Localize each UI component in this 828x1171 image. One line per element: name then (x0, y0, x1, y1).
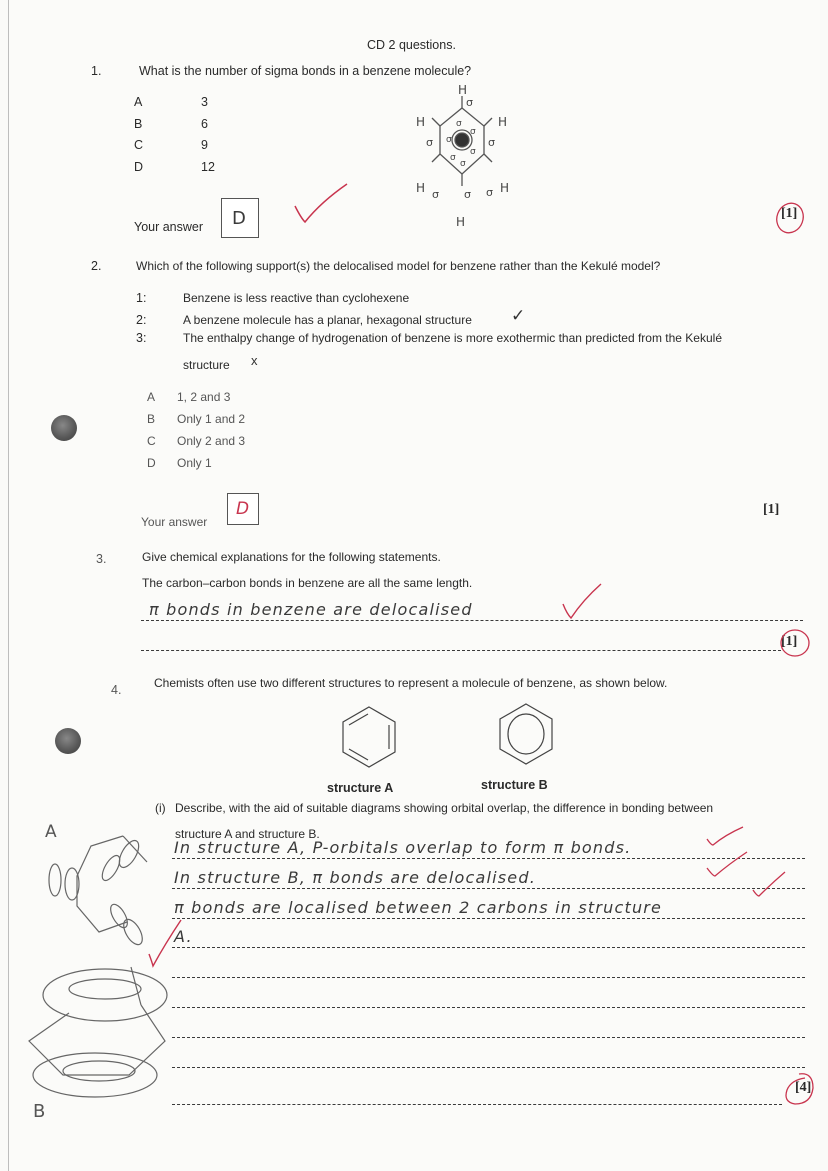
q3-text: Give chemical explanations for the following statements. (142, 550, 441, 564)
q1-option-value: 9 (201, 138, 208, 152)
svg-text:H: H (416, 181, 426, 195)
q2-option-value: Only 2 and 3 (177, 434, 246, 448)
q1-option-letter: C (134, 138, 144, 152)
svg-text:σ: σ (456, 119, 462, 129)
q4-number: 4. (111, 683, 122, 697)
tick-icon (291, 182, 351, 226)
q2-statement-text: A benzene molecule has a planar, hexagonal structure (183, 313, 472, 327)
q4-text: Chemists often use two different structures to represent a molecule of benzene, as shown below. (154, 676, 668, 690)
q4i-text-cont: structure A and structure B. (175, 827, 320, 841)
tick-icon (561, 582, 603, 622)
answer-line (172, 947, 805, 948)
svg-text:σ: σ (446, 135, 452, 145)
delocalised-ring-diagram-icon (23, 965, 173, 1105)
svg-text:σ: σ (470, 147, 476, 157)
answer-line[interactable] (172, 1037, 805, 1038)
q4i-marks: [4] (795, 1080, 812, 1095)
q1-option-letter: A (134, 95, 143, 109)
margin-label-a: A (45, 822, 57, 842)
q2-answer-label: Your answer (141, 515, 208, 529)
q2-answer-value: D (236, 499, 251, 519)
q2-text: Which of the following support(s) the delocalised model for benzene rather than the Kekulé model? (136, 259, 661, 273)
marks-circle-icon (777, 627, 813, 659)
answer-line (141, 620, 803, 621)
q1-option-value: 6 (201, 117, 208, 131)
q1-marks: [1] (781, 206, 798, 221)
tick-icon (751, 870, 787, 900)
svg-text:σ: σ (488, 136, 495, 149)
marks-circle-icon (779, 1068, 819, 1108)
q2-marks: [1] (763, 502, 780, 517)
answer-line (141, 650, 781, 651)
q2-statement-text: The enthalpy change of hydrogenation of benzene is more exothermic than predicted from the Kekulé (183, 331, 722, 345)
q3-answer-line-1[interactable]: π bonds in benzene are delocalised (149, 600, 473, 619)
q4i-answer-line-2[interactable]: In structure B, π bonds are delocalised. (174, 868, 536, 887)
p-orbital-overlap-diagram-icon (39, 828, 149, 938)
q1-option-value: 3 (201, 95, 208, 109)
punch-hole (55, 728, 81, 754)
svg-text:H: H (416, 115, 426, 129)
tick-icon (705, 850, 749, 880)
svg-text:σ: σ (470, 127, 476, 137)
svg-text:σ: σ (426, 136, 433, 149)
svg-text:H: H (498, 115, 508, 129)
svg-text:σ: σ (450, 153, 456, 163)
q2-option-letter: A (147, 390, 156, 404)
kekule-structure-icon (339, 705, 399, 769)
q4i-answer-line-4[interactable]: A. (174, 927, 193, 946)
answer-line (172, 918, 805, 919)
q2-statement-text: Benzene is less reactive than cyclohexene (183, 291, 410, 305)
q1-answer-box[interactable] (221, 198, 259, 238)
svg-text:H: H (458, 83, 468, 97)
q3-statement: The carbon–carbon bonds in benzene are all the same length. (142, 576, 473, 590)
q2-statement-text-cont: structure (183, 358, 230, 372)
punch-hole (51, 415, 77, 441)
cross-mark-icon: x (251, 353, 258, 368)
svg-text:σ: σ (460, 159, 466, 169)
q2-statement-num: 3: (136, 331, 147, 345)
marks-circle-icon (773, 200, 807, 236)
q2-option-value: Only 1 and 2 (177, 412, 246, 426)
q4i-text: Describe, with the aid of suitable diagrams showing orbital overlap, the difference in bonding between (175, 801, 714, 815)
q1-answer-label: Your answer (134, 220, 204, 234)
answer-line[interactable] (172, 1007, 805, 1008)
svg-text:σ: σ (432, 188, 439, 201)
margin-label-b: B (33, 1101, 46, 1122)
q2-option-value: Only 1 (177, 456, 212, 470)
q1-number: 1. (91, 64, 102, 78)
tick-icon (705, 825, 745, 847)
svg-text:H: H (500, 181, 510, 195)
exam-page (8, 0, 820, 1171)
q2-option-letter: C (147, 434, 156, 448)
q1-option-value: 12 (201, 160, 215, 174)
svg-text:σ: σ (466, 96, 473, 109)
answer-line (172, 888, 805, 889)
structure-b-label: structure B (481, 778, 548, 792)
q1-option-letter: D (134, 160, 144, 174)
answer-line[interactable] (172, 1104, 782, 1105)
answer-line[interactable] (172, 977, 805, 978)
svg-text:H: H (456, 215, 466, 229)
q2-option-value: 1, 2 and 3 (177, 390, 231, 404)
q1-option-letter: B (134, 117, 143, 131)
check-mark-icon: ✓ (511, 306, 526, 325)
page-title: CD 2 questions. (367, 38, 456, 52)
q4i-answer-line-1[interactable]: In structure A, P-orbitals overlap to form π bonds. (174, 838, 632, 857)
structure-a-label: structure A (327, 781, 394, 795)
q2-statement-num: 1: (136, 291, 147, 305)
delocalised-structure-icon (496, 702, 556, 766)
svg-text:σ: σ (464, 188, 471, 201)
q2-answer-box[interactable] (227, 493, 259, 525)
q1-text: What is the number of sigma bonds in a benzene molecule? (139, 64, 472, 78)
q2-option-letter: D (147, 456, 156, 470)
q2-option-letter: B (147, 412, 156, 426)
q4i-label: (i) (155, 801, 166, 815)
q3-number: 3. (96, 552, 107, 566)
svg-text:σ: σ (486, 186, 493, 199)
sigma-bond-sketch-icon (404, 80, 524, 230)
q1-answer-value: D (232, 208, 248, 229)
q3-marks: [1] (781, 634, 798, 649)
q2-statement-num: 2: (136, 313, 147, 327)
q2-number: 2. (91, 259, 102, 273)
answer-line[interactable] (172, 1067, 805, 1068)
q4i-answer-line-3[interactable]: π bonds are localised between 2 carbons in structure (174, 898, 663, 917)
